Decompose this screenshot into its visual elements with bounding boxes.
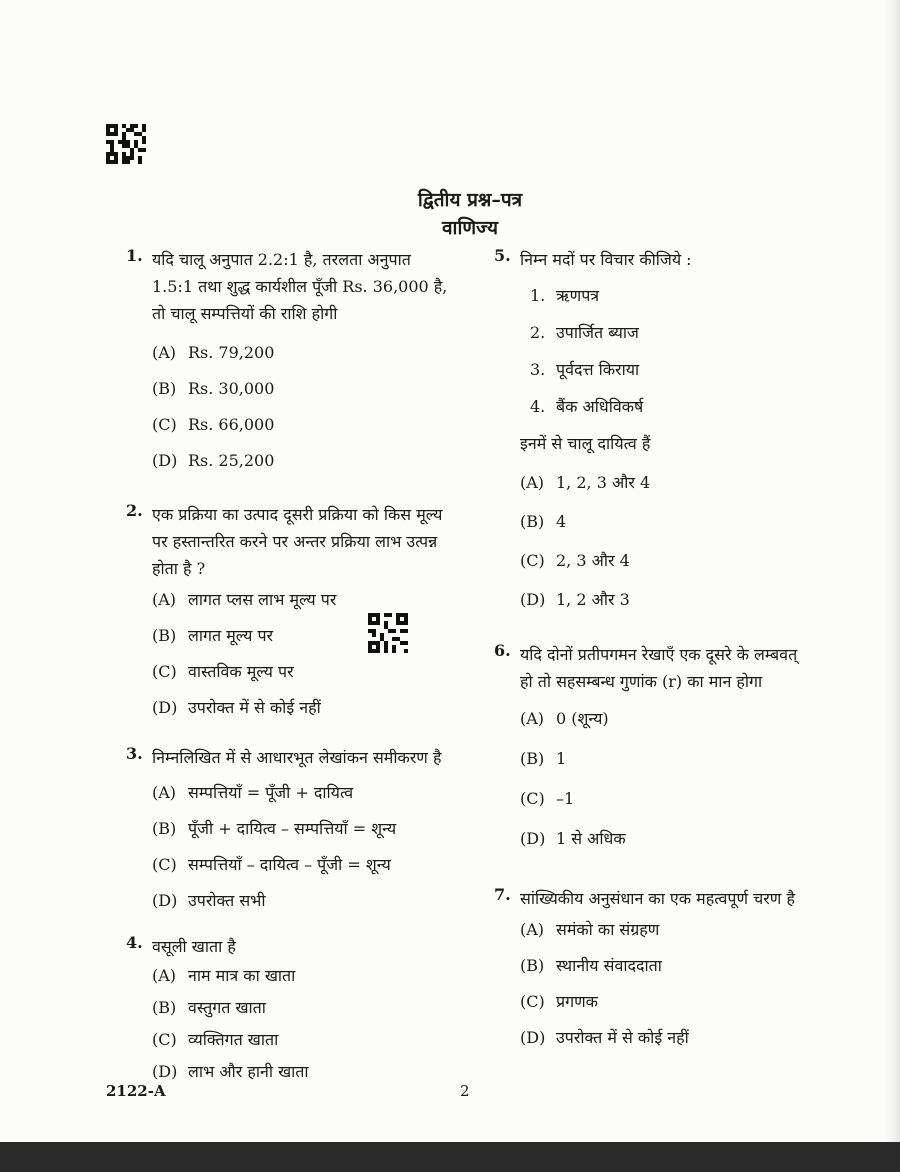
item-2: 2. उपार्जित ब्याज <box>530 323 639 342</box>
question-text <box>520 641 824 695</box>
option-d: (D) 1 से अधिक <box>520 829 626 848</box>
option-a: (A) समंको का संग्रहण <box>520 920 660 939</box>
question-7 <box>494 885 824 1056</box>
option-c: (C) व्यक्तिगत खाता <box>152 1030 279 1049</box>
option-b: (B) Rs. 30,000 <box>152 379 275 398</box>
question-3 <box>126 744 471 919</box>
question-5 <box>494 246 824 619</box>
scan-border <box>0 1142 900 1172</box>
question-line: होता है ? <box>152 559 206 578</box>
question-line: वसूली खाता है <box>152 937 236 956</box>
option-b: (B) लागत मूल्य पर <box>152 626 274 645</box>
question-stem: इनमें से चालू दायित्व हैं <box>520 434 651 453</box>
question-line: पर हस्तान्तरित करने पर अन्तर प्रक्रिया लाभ उत्पन्न <box>152 532 438 551</box>
page-number: 2 <box>460 1082 470 1100</box>
question-line: एक प्रक्रिया का उत्पाद दूसरी प्रक्रिया को किस मूल्य <box>152 505 443 524</box>
question-6 <box>494 641 824 859</box>
left-column <box>126 246 471 1088</box>
option-d: (D) Rs. 25,200 <box>152 451 275 470</box>
question-number: 3. <box>126 744 143 763</box>
option-c: (C) सम्पत्तियाँ – दायित्व – पूँजी = शून्य <box>152 855 391 874</box>
question-number: 5. <box>494 246 511 265</box>
question-number: 4. <box>126 933 143 952</box>
question-text <box>152 933 471 960</box>
question-text <box>152 501 471 582</box>
item-4: 4. बैंक अधिविकर्ष <box>530 397 644 416</box>
option-a: (A) सम्पत्तियाँ = पूँजी + दायित्व <box>152 783 354 802</box>
right-column <box>494 246 824 1056</box>
question-line: 1.5:1 तथा शुद्ध कार्यशील पूँजी Rs. 36,000 है, <box>152 277 448 296</box>
item-1: 1. ऋणपत्र <box>530 286 600 305</box>
option-a: (A) Rs. 79,200 <box>152 343 275 362</box>
subject-title: वाणिज्य <box>441 217 499 239</box>
option-a: (A) 1, 2, 3 और 4 <box>520 473 651 492</box>
page-edge <box>886 0 900 1172</box>
question-number: 6. <box>494 641 511 660</box>
question-text <box>152 744 471 771</box>
question-line: हो तो सहसम्बन्ध गुणांक (r) का मान होगा <box>520 672 763 691</box>
question-text <box>520 246 824 273</box>
qr-code-icon <box>368 613 408 653</box>
item-3: 3. पूर्वदत्त किराया <box>530 360 640 379</box>
option-c: (C) 2, 3 और 4 <box>520 551 630 570</box>
question-text <box>520 885 824 912</box>
option-b: (B) स्थानीय संवाददाता <box>520 956 662 975</box>
option-b: (B) वस्तुगत खाता <box>152 998 266 1017</box>
option-b: (B) 1 <box>520 749 567 768</box>
option-d: (D) उपरोक्त सभी <box>152 891 266 910</box>
option-d: (D) लाभ और हानी खाता <box>152 1062 309 1081</box>
option-c: (C) –1 <box>520 789 575 808</box>
question-line: निम्नलिखित में से आधारभूत लेखांकन समीकरण है <box>152 748 442 767</box>
paper-title: द्वितीय प्रश्न–पत्र <box>417 189 523 211</box>
question-2 <box>126 501 471 726</box>
option-b: (B) 4 <box>520 512 567 531</box>
paper-code: 2122-A <box>106 1082 166 1100</box>
question-number: 2. <box>126 501 143 520</box>
question-line: तो चालू सम्पत्तियों की राशि होगी <box>152 304 338 323</box>
option-a: (A) नाम मात्र का खाता <box>152 966 296 985</box>
option-c: (C) Rs. 66,000 <box>152 415 275 434</box>
question-text <box>152 246 471 327</box>
question-number: 1. <box>126 246 143 265</box>
option-a: (A) 0 (शून्य) <box>520 709 609 728</box>
question-line: निम्न मदों पर विचार कीजिये : <box>520 250 692 269</box>
question-1 <box>126 246 471 479</box>
option-b: (B) पूँजी + दायित्व – सम्पत्तियाँ = शून्य <box>152 819 397 838</box>
question-line: यदि चालू अनुपात 2.2:1 है, तरलता अनुपात <box>152 250 411 269</box>
option-a: (A) लागत प्लस लाभ मूल्य पर <box>152 590 337 609</box>
option-c: (C) वास्तविक मूल्य पर <box>152 662 294 681</box>
option-d: (D) 1, 2 और 3 <box>520 590 630 609</box>
option-c: (C) प्रगणक <box>520 992 598 1011</box>
option-d: (D) उपरोक्त में से कोई नहीं <box>152 698 321 717</box>
question-line: सांख्यिकीय अनुसंधान का एक महत्वपूर्ण चरण है <box>520 889 795 908</box>
qr-code-icon <box>106 124 146 164</box>
option-d: (D) उपरोक्त में से कोई नहीं <box>520 1028 689 1047</box>
question-4 <box>126 933 471 1088</box>
question-number: 7. <box>494 885 511 904</box>
question-line: यदि दोनों प्रतीपगमन रेखाएँ एक दूसरे के लम्बवत् <box>520 645 798 664</box>
